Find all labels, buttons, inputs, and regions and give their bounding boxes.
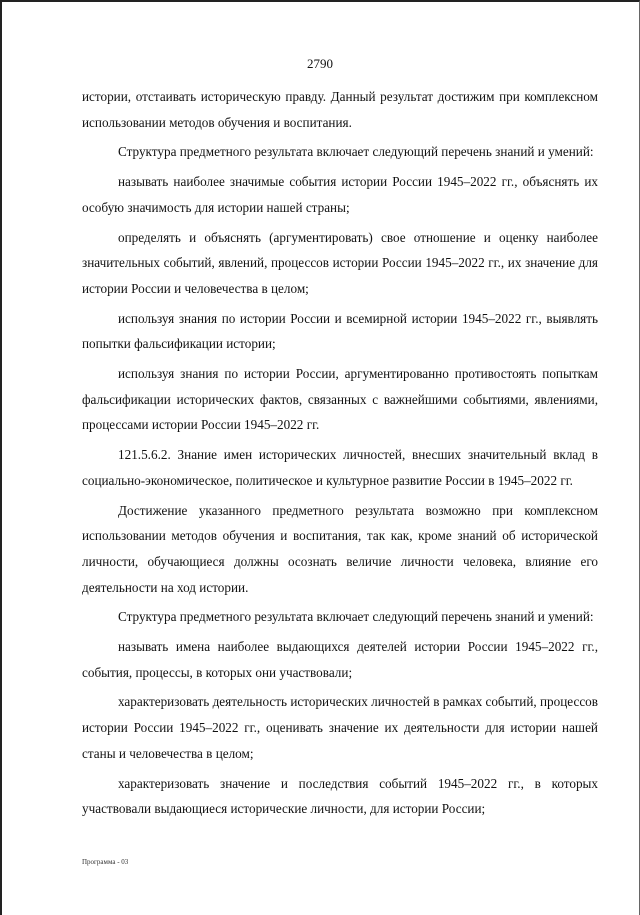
list-item: используя знания по истории России, аргументированно противостоять попыткам фальсификации исторических фактов, связанных с важнейшими событиями, явлениями, процессами истории России 1945–2022 гг. [82,366,598,433]
list-item: называть имена наиболее выдающихся деятелей истории России 1945–2022 гг., события, процессы, в которых они участвовали; [82,639,598,680]
list-item: характеризовать деятельность исторических личностей в рамках событий, процессов истории России 1945–2022 гг., оценивать значение их деятельности для истории нашей станы и человечества в целом; [82,694,598,761]
section-heading-121-5-6-2: 121.5.6.2. Знание имен исторических личностей, внесших значительный вклад в социально-экономическое, политическое и культурное развитие России в 1945–2022 гг. [82,447,598,488]
paragraph-structure-intro: Структура предметного результата включает следующий перечень знаний и умений: [118,609,594,625]
paragraph-achievement: Достижение указанного предметного результата возможно при комплексном использовании методов обучения и воспитания, так как, кроме знаний об исторической личности, обучающиеся должны осознать величие личности человека, влияние его деятельности на ход истории. [82,502,598,595]
paragraph-structure-intro: Структура предметного результата включает следующий перечень знаний и умений: [118,144,594,160]
list-item: называть наиболее значимые события истории России 1945–2022 гг., объяснять их особую значимость для истории нашей страны; [82,174,598,215]
list-item: определять и объяснять (аргументировать) свое отношение и оценку наиболее значительных событий, явлений, процессов истории России 1945–2022 гг., их значение для истории России и человечества в целом; [82,229,598,296]
page-number: 2790 [307,56,333,71]
list-item: используя знания по истории России и всемирной истории 1945–2022 гг., выявлять попытки фальсификации истории; [82,310,598,352]
list-item: характеризовать значение и последствия событий 1945–2022 гг., в которых участвовали выдающиеся исторические личности, для истории России; [82,775,598,817]
footer-label: Программа - 03 [82,858,129,866]
document-body [82,84,598,826]
paragraph-continuation: истории, отстаивать историческую правду. Данный результат достижим при комплексном использовании методов обучения и воспитания. [82,89,598,130]
